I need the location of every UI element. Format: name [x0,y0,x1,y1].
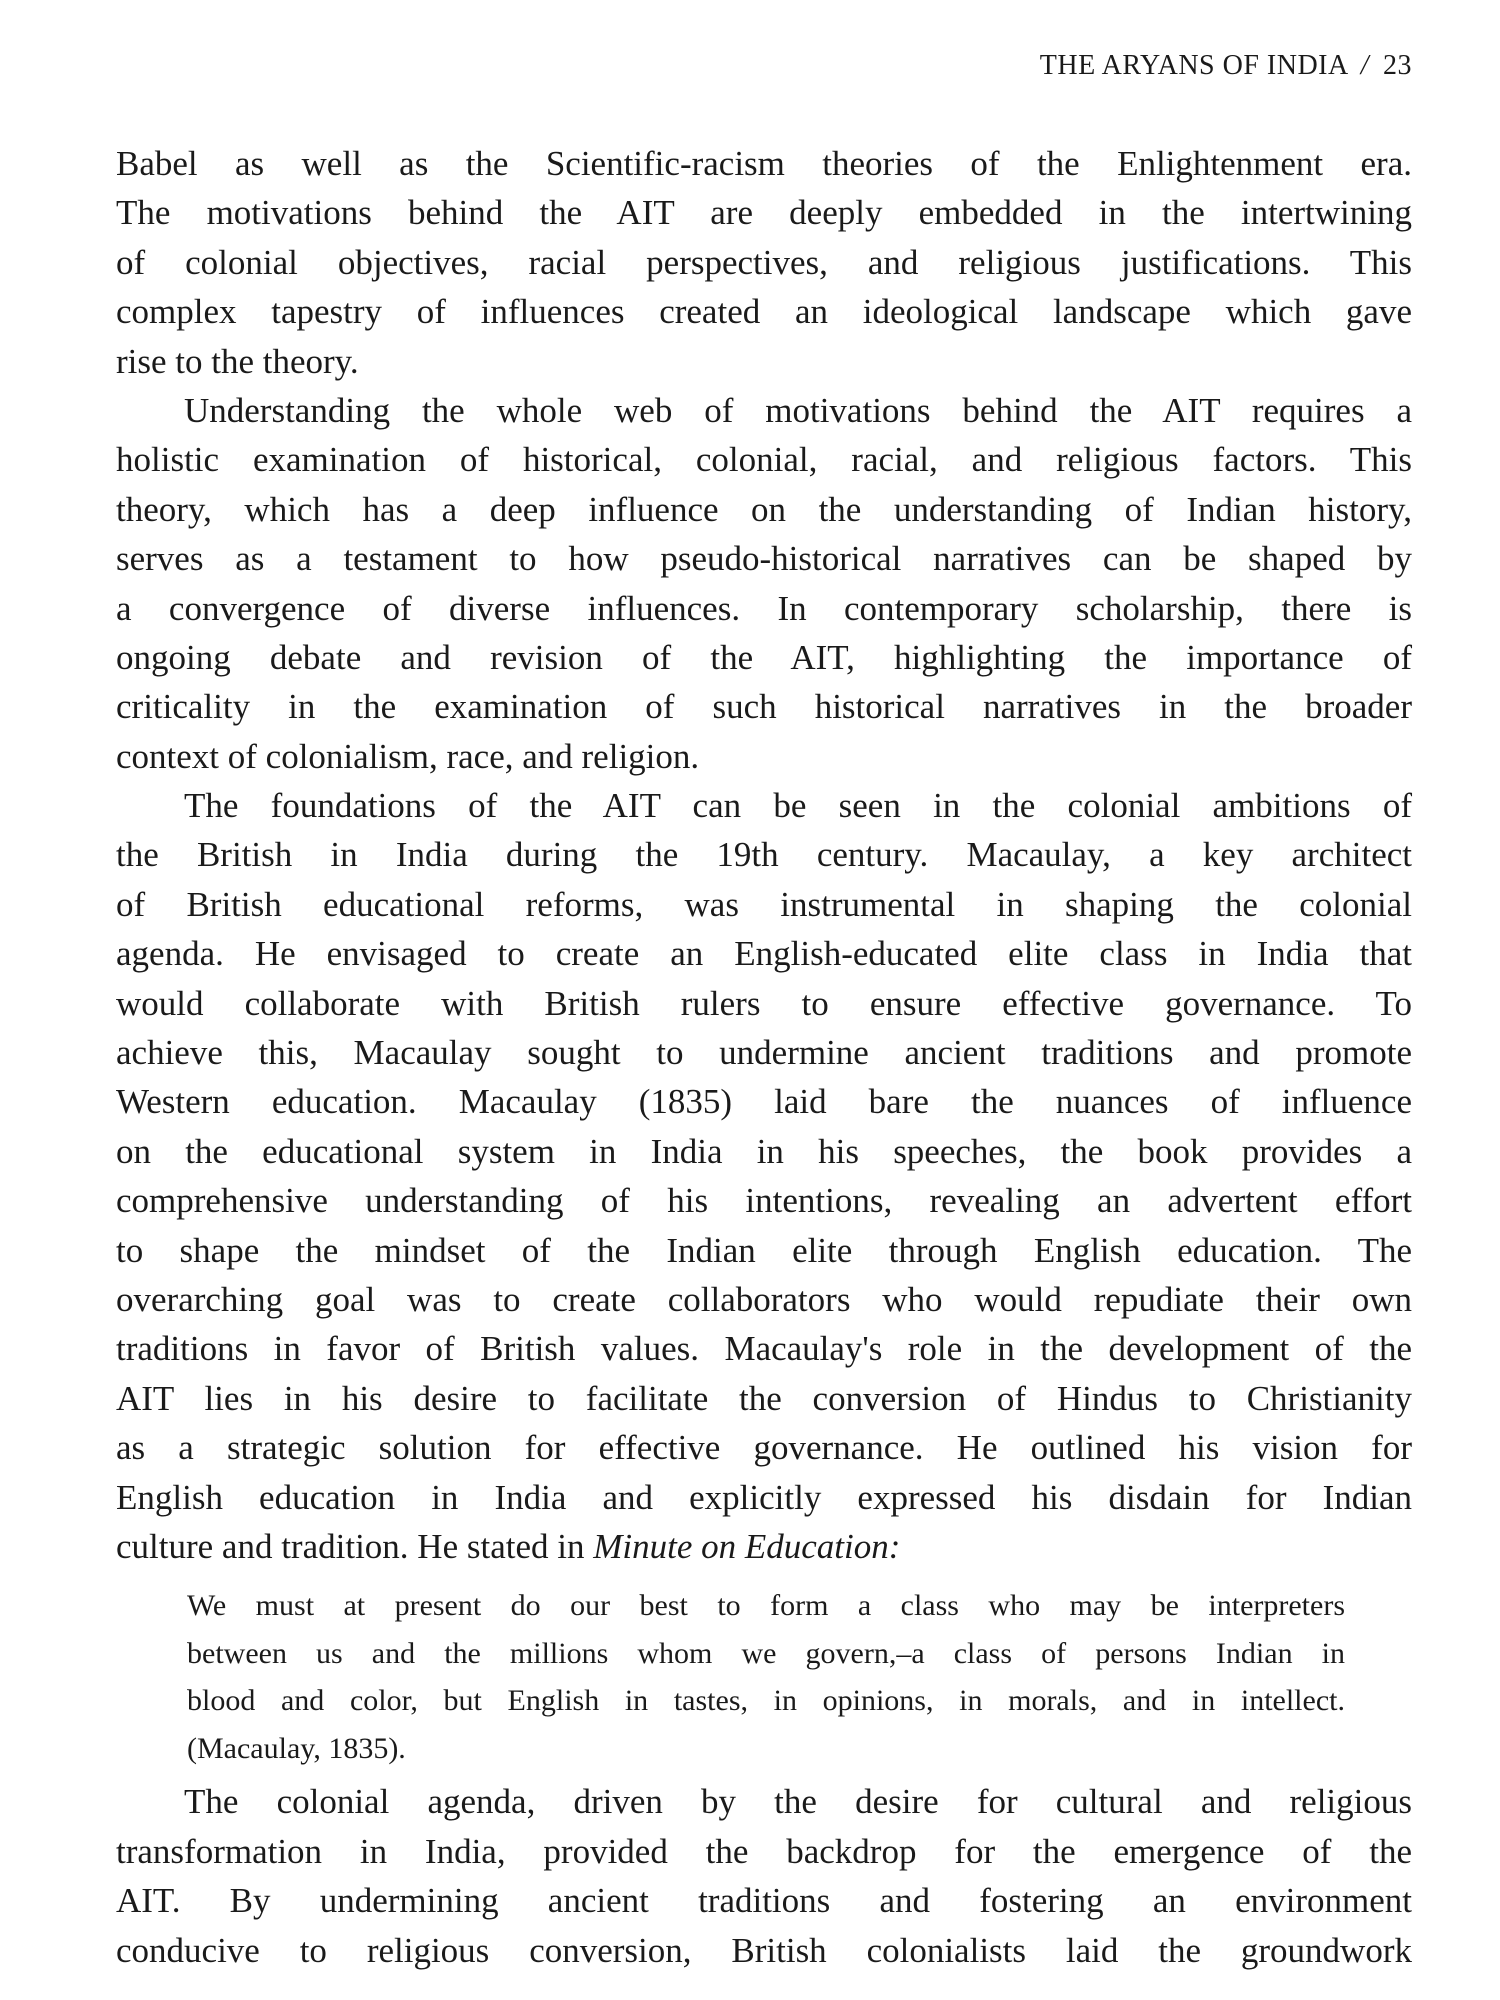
header-separator: / [1360,50,1369,81]
text-line: theory, which has a deep influence on the understanding of Indian history, [116,489,1412,529]
text-line: (Macaulay, 1835). [187,1731,406,1765]
body-text [116,139,1412,1571]
text-line: agenda. He envisaged to create an English-educated elite class in India that [116,934,1412,974]
text-line: We must at present do our best to form a class who may be interpreters [187,1589,1345,1622]
text-line: AIT. By undermining ancient traditions and fostering an environment [116,1881,1412,1920]
text-line: the British in India during the 19th century. Macaulay, a key architect [116,835,1412,875]
text-line: holistic examination of historical, colonial, racial, and religious factors. This [116,440,1412,480]
block-quote [187,1582,1345,1772]
text-line: criticality in the examination of such historical narratives in the broader [116,687,1412,727]
text-line: would collaborate with British rulers to ensure effective governance. To [116,983,1412,1023]
text-line: transformation in India, provided the backdrop for the emergence of the [116,1831,1412,1871]
text-line: AIT lies in his desire to facilitate the conversion of Hindus to Christianity [116,1378,1412,1418]
text-line: Babel as well as the Scientific-racism theories of the Enlightenment era. [116,144,1412,183]
text-line: ongoing debate and revision of the AIT, highlighting the importance of [116,637,1412,677]
text-line: comprehensive understanding of his intentions, revealing an advertent effort [116,1181,1412,1221]
text-line: The foundations of the AIT can be seen in the colonial ambitions of [184,786,1412,826]
text-line: between us and the millions whom we govern,–a class of persons Indian in [187,1636,1345,1670]
text-line-plain: culture and tradition. He stated in [116,1526,594,1566]
text-line: blood and color, but English in tastes, in opinions, in morals, and in intellect. [187,1684,1345,1717]
page-number: 23 [1383,50,1412,81]
text-line: conducive to religious conversion, British colonialists laid the groundwork [116,1930,1412,1970]
text-line [116,1522,1412,1571]
text-line: achieve this, Macaulay sought to undermine ancient traditions and promote [116,1033,1412,1073]
text-line: of British educational reforms, was instrumental in shaping the colonial [116,884,1412,924]
text-line: as a strategic solution for effective governance. He outlined his vision for [116,1428,1412,1468]
text-line: Western education. Macaulay (1835) laid bare the nuances of influence [116,1082,1412,1122]
text-line: to shape the mindset of the Indian elite through English education. The [116,1230,1412,1270]
cited-work-title: Minute on Education: [593,1526,901,1566]
text-line: serves as a testament to how pseudo-historical narratives can be shaped by [116,539,1412,579]
running-header [1040,50,1412,82]
continuing-paragraph [116,1777,1412,1975]
text-line: a convergence of diverse influences. In contemporary scholarship, there is [116,588,1412,628]
running-title: THE ARYANS OF INDIA [1039,50,1349,81]
text-line: of colonial objectives, racial perspectives, and religious justifications. This [116,242,1412,282]
text-line: on the educational system in India in his speeches, the book provides a [116,1131,1412,1171]
text-line: The colonial agenda, driven by the desire for cultural and religious [184,1782,1412,1821]
text-line: context of colonialism, race, and religion. [116,736,700,776]
text-line: overarching goal was to create collaborators who would repudiate their own [116,1279,1412,1319]
text-line: The motivations behind the AIT are deeply embedded in the intertwining [116,193,1412,233]
text-line: traditions in favor of British values. Macaulay's role in the development of the [116,1329,1412,1369]
text-line: complex tapestry of influences created an ideological landscape which gave [116,292,1412,332]
text-line: Understanding the whole web of motivations behind the AIT requires a [184,390,1412,430]
text-line: rise to the theory. [116,341,359,381]
text-line: English education in India and explicitly expressed his disdain for Indian [116,1477,1412,1517]
